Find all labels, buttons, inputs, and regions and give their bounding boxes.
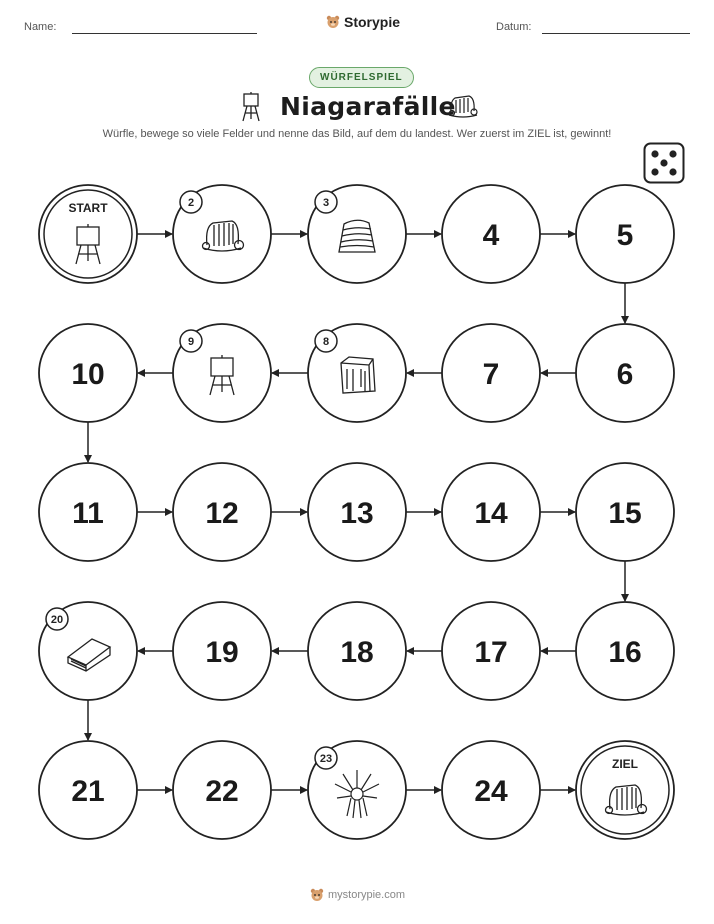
board-cell-18 (308, 602, 406, 700)
cell-number-badge (180, 191, 202, 213)
board-cell-2 (173, 185, 271, 283)
cell-number: 15 (608, 497, 642, 530)
cell-number: 2 (187, 197, 195, 209)
brand-name: Storypie (344, 14, 401, 30)
board-cell-12 (173, 463, 271, 561)
board-cell-10 (39, 324, 137, 422)
board-cell-22 (173, 741, 271, 839)
cell-number: 24 (474, 775, 508, 808)
cell-number: 23 (319, 753, 333, 765)
cell-number-badge (315, 191, 337, 213)
board-cell-9 (173, 324, 271, 422)
date-label: Datum: (496, 21, 532, 33)
cell-number: 16 (608, 636, 642, 669)
board-cell-13 (308, 463, 406, 561)
cell-number: 5 (616, 219, 634, 252)
cell-number: 11 (72, 497, 104, 530)
cell-number: 17 (474, 636, 508, 669)
page-title: Niagarafälle (280, 92, 456, 121)
board-cell-6 (576, 324, 674, 422)
cell-number: 9 (187, 336, 195, 348)
board-cell-19 (173, 602, 271, 700)
cell-number: 7 (482, 358, 500, 391)
board-cell-24 (442, 741, 540, 839)
board-cell-1 (39, 185, 137, 283)
game-type-badge: WÜRFELSPIEL (309, 67, 414, 88)
bear-logo-icon (310, 888, 324, 902)
cliff-icon (341, 357, 375, 393)
footer-url: mystorypie.com (328, 889, 406, 901)
board-cell-14 (442, 463, 540, 561)
board-cell-15 (576, 463, 674, 561)
board-cell-11 (39, 463, 137, 561)
board-cell-25 (576, 741, 674, 839)
board-cell-3 (308, 185, 406, 283)
cell-number: 8 (322, 336, 330, 348)
board-cell-21 (39, 741, 137, 839)
cell-number: 18 (340, 636, 374, 669)
cell-number: 6 (616, 358, 634, 391)
board-cell-5 (576, 185, 674, 283)
cell-number: 4 (482, 219, 500, 252)
board-cell-20 (39, 602, 137, 700)
cell-number: 20 (50, 614, 64, 626)
finish-label: ZIEL (612, 757, 638, 771)
board-cell-7 (442, 324, 540, 422)
board-cell-17 (442, 602, 540, 700)
board-cell-4 (442, 185, 540, 283)
cell-number-badge (46, 608, 68, 630)
instructions-text: Würfle, bewege so viele Felder und nenne das Bild, auf dem du landest. Wer zuerst im ZIEL ist, gewinnt! (102, 128, 612, 140)
cell-number: 3 (322, 197, 330, 209)
board-cell-23 (308, 741, 406, 839)
cell-number: 14 (474, 497, 508, 530)
rock-icon (339, 220, 375, 252)
board-cell-8 (308, 324, 406, 422)
board-cell-16 (576, 602, 674, 700)
cell-number-badge (180, 330, 202, 352)
cell-number: 21 (71, 775, 105, 808)
cell-number-badge (315, 747, 337, 769)
cell-number: 22 (205, 775, 239, 808)
cell-number: 12 (205, 497, 239, 530)
cell-number-badge (315, 330, 337, 352)
cell-number: 13 (340, 497, 374, 530)
start-label: START (68, 201, 108, 215)
footer (310, 888, 405, 902)
cell-number: 10 (71, 358, 105, 391)
name-label: Name: (24, 21, 57, 33)
cell-number: 19 (205, 636, 239, 669)
